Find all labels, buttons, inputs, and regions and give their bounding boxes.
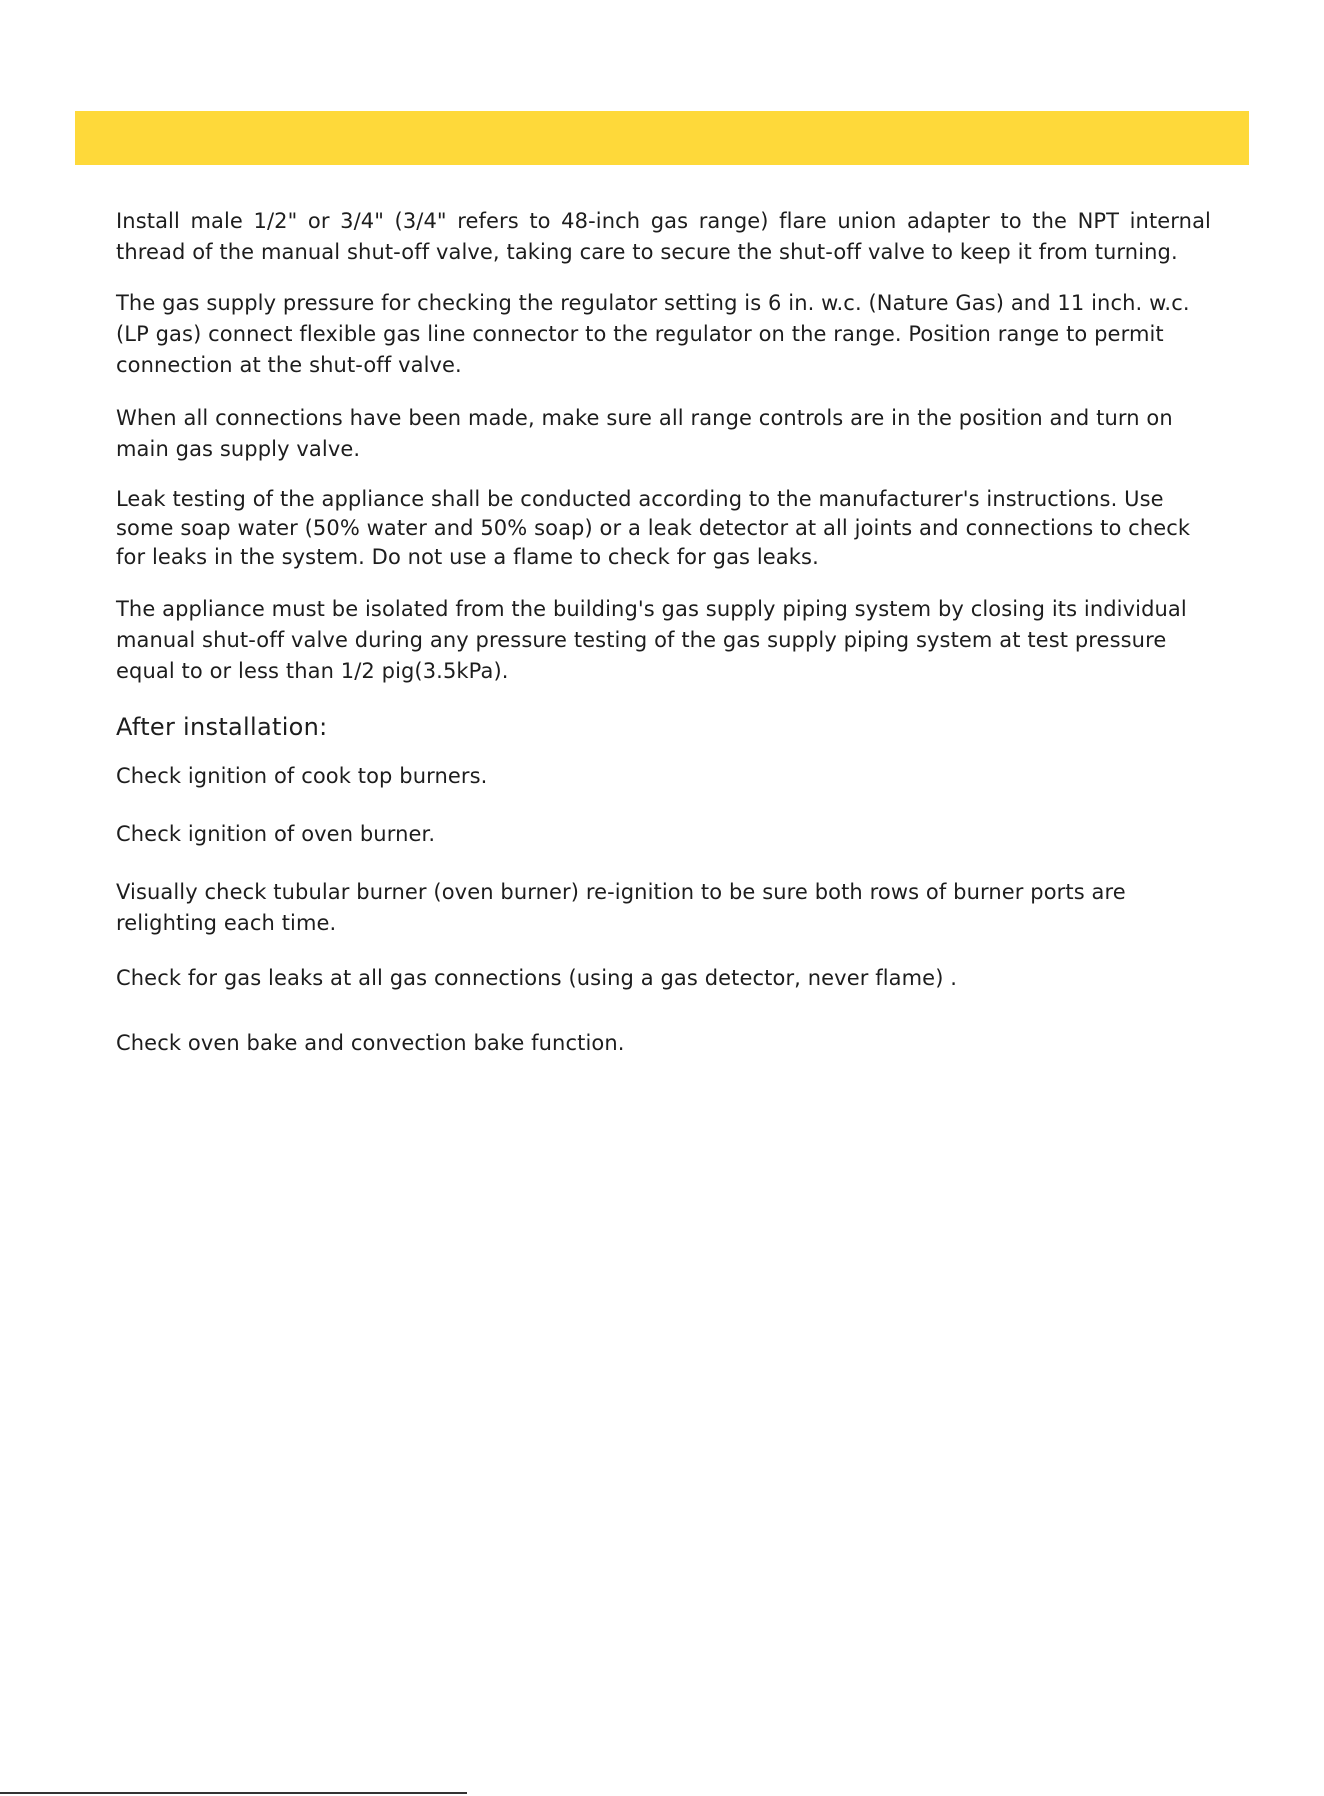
paragraph-flare-adapter: Install male 1/2" or 3/4" (3/4" refers to 48-inch gas range) flare union adapter to the NPT internal thread of the manual shut-off valve, taking care to secure the shut-off valve to keep it from turning. bbox=[116, 209, 1211, 264]
check-item-bake-function: Check oven bake and convection bake function. bbox=[116, 1031, 625, 1055]
paragraph-isolation: The appliance must be isolated from the building's gas supply piping system by closing its individual manual shut-off valve during any pressure testing of the gas supply piping system at test pressure equal to or less than 1/2 pig(3.5kPa). bbox=[116, 597, 1187, 683]
check-item-oven-burner: Check ignition of oven burner. bbox=[116, 822, 436, 846]
paragraph-connections: When all connections have been made, make sure all range controls are in the position and turn on main gas supply valve. bbox=[116, 406, 1173, 461]
after-installation-heading: After installation: bbox=[116, 713, 328, 741]
check-item-reignition: Visually check tubular burner (oven burner) re-ignition to be sure both rows of burner ports are relighting each time. bbox=[116, 880, 1126, 935]
check-item-cooktop: Check ignition of cook top burners. bbox=[116, 764, 488, 788]
check-item-gas-leaks: Check for gas leaks at all gas connections (using a gas detector, never flame) . bbox=[116, 966, 958, 990]
page-content bbox=[116, 206, 1211, 1086]
paragraph-gas-pressure: The gas supply pressure for checking the regulator setting is 6 in. w.c. (Nature Gas) and 11 inch. w.c. (LP gas) connect flexible gas line connector to the regulator on the range. Position range to permit connection at the shut-off valve. bbox=[116, 291, 1190, 377]
footer-rule bbox=[0, 1792, 467, 1794]
paragraph-leak-testing: Leak testing of the appliance shall be conducted according to the manufacturer's instructions. Use some soap water (50% water and 50% soap) or a leak detector at all joints and connections to check for leaks in the system. Do not use a flame to check for gas leaks. bbox=[116, 487, 1191, 569]
header-bar bbox=[75, 111, 1249, 165]
